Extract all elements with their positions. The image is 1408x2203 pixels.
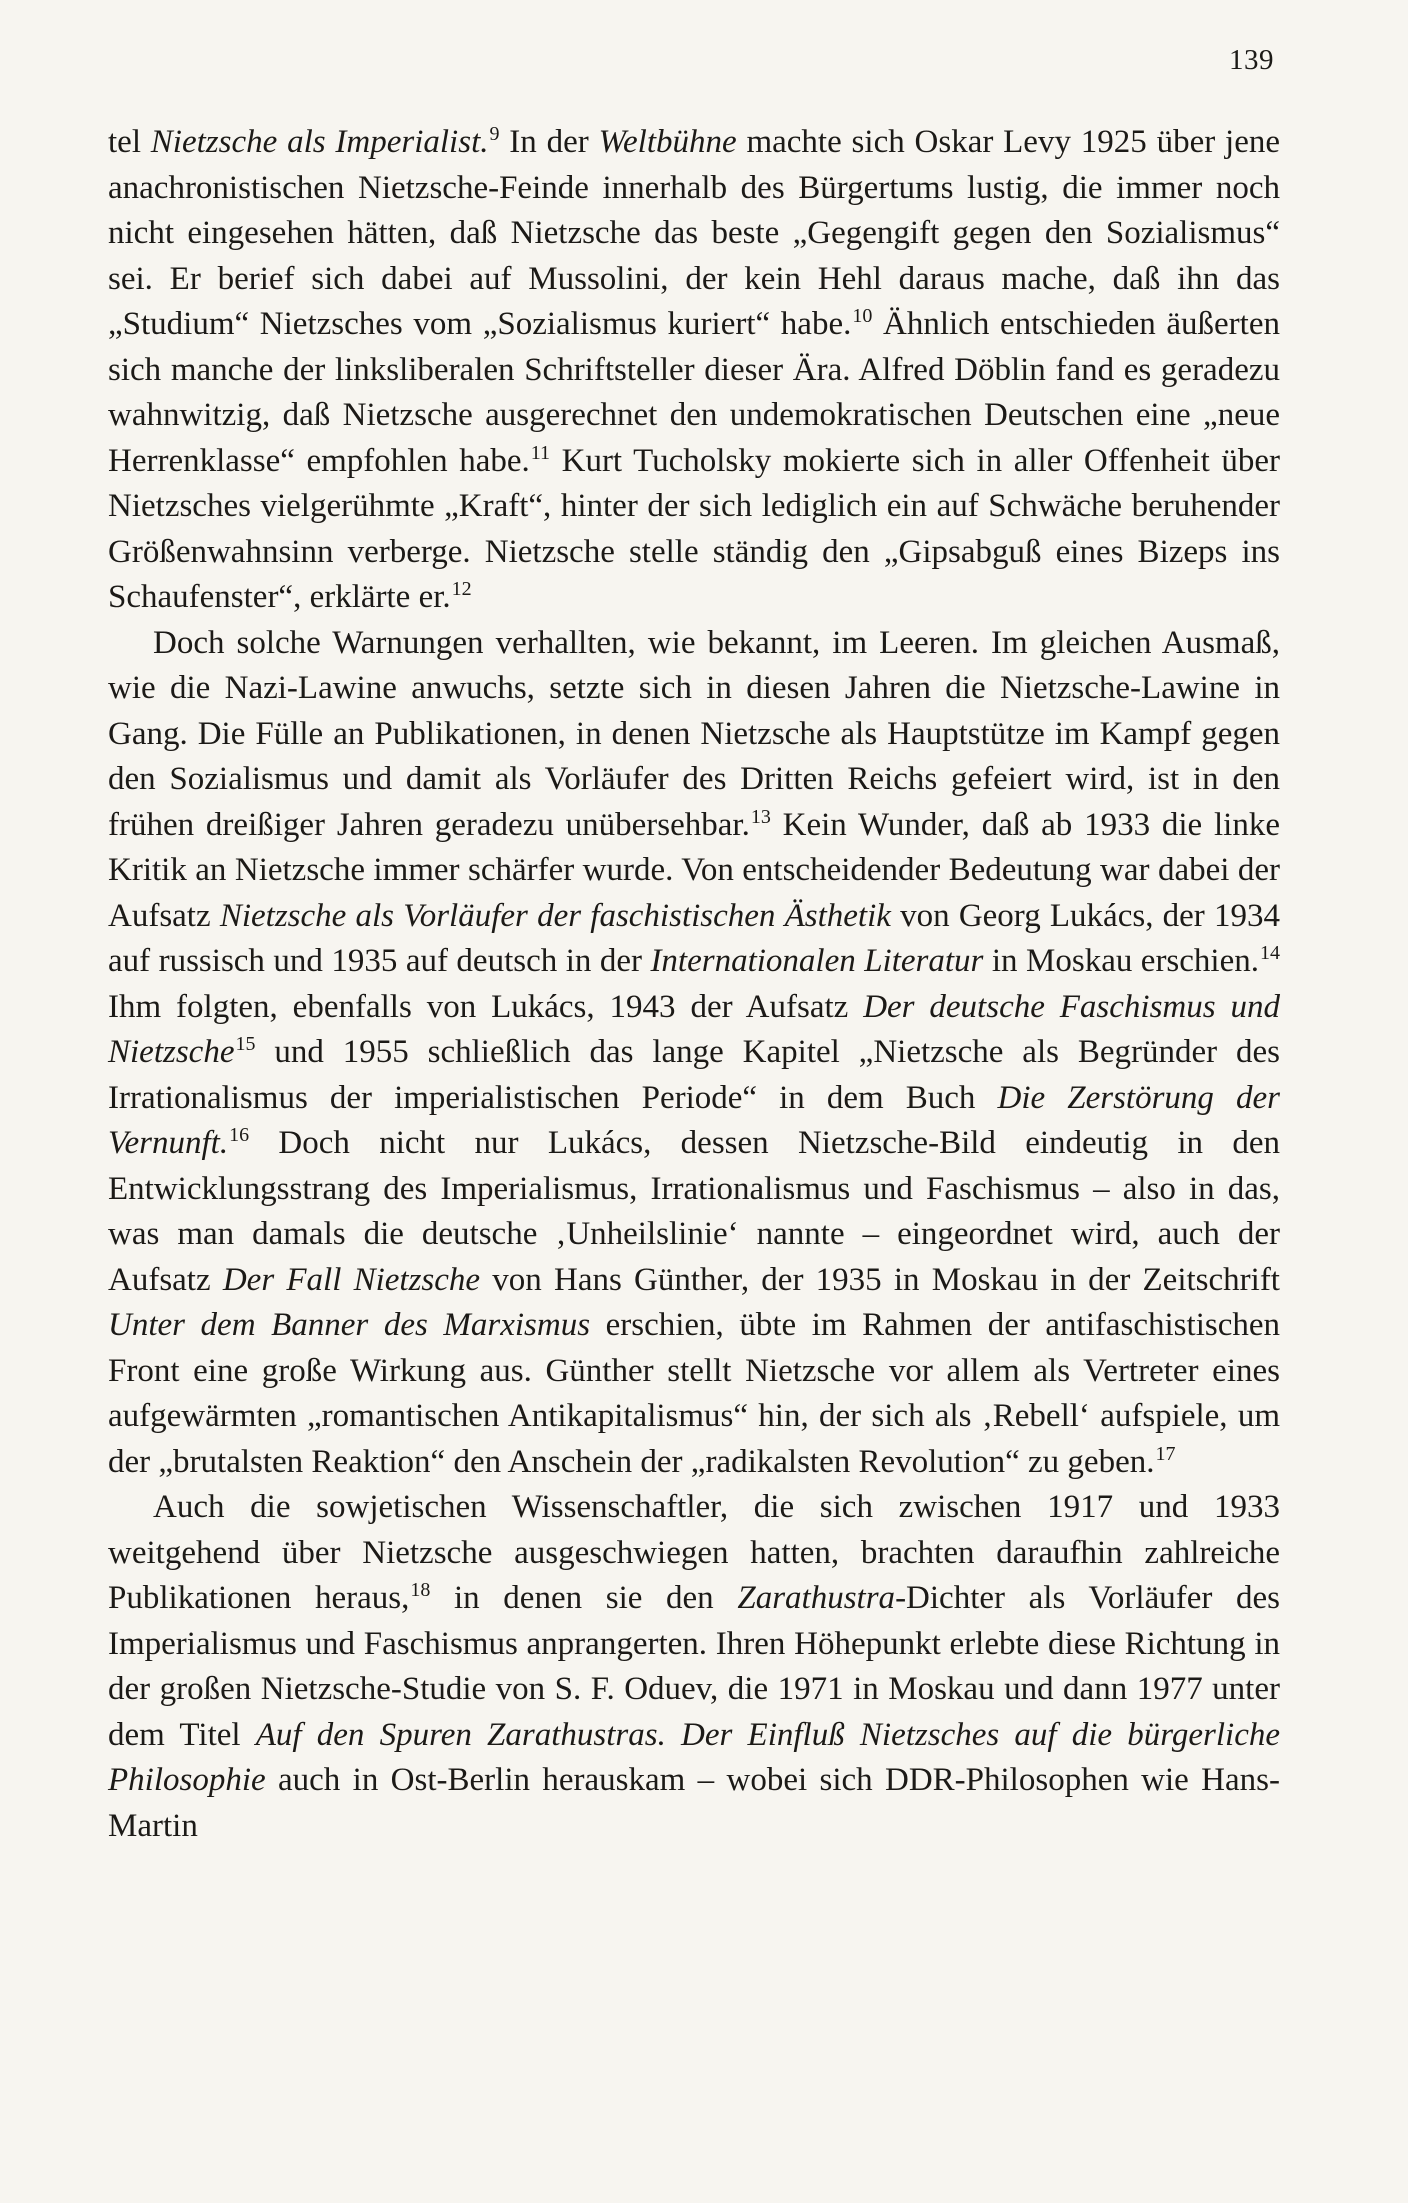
text-run: von Georg Lukács, der 1934 auf russisch und 1935 auf deutsch in der <box>108 897 1280 979</box>
text-run: Doch solche Warnungen verhallten, wie bekannt, im Leeren. Im gleichen Ausmaß, wie die Nazi-Lawine anwuchs, setzte sich in diesen Jahren die Nietzsche-Lawine in Gang. Die Fülle an Publikationen, in denen Nietzsche als Hauptstütze im Kampf gegen den Sozialismus und damit als Vorläufer des Dritten Reichs gefeiert wird, ist in den frühen dreißiger Jahren geradezu unübersehbar. <box>108 624 1280 843</box>
text-run: Doch nicht nur Lukács, dessen Nietzsche-Bild eindeutig in den Entwicklungsstrang des Imperialismus, Irrationalismus und Faschismus – also in das, was man damals die deutsche ‚Unheilslinie‘ nannte – eingeordnet wird, auch der Aufsatz <box>108 1125 1280 1298</box>
text-run: auch in Ost-Berlin herauskam – wobei sich DDR-Philosophen wie Hans-Martin <box>108 1762 1280 1844</box>
italic-title: Die Zerstörung der Vernunft. <box>108 1079 1280 1161</box>
text-run: Kurt Tucholsky mokierte sich in aller Offenheit über Nietzsches vielgerühmte „Kraft“, hinter der sich lediglich ein auf Schwäche beruhender Größenwahnsinn verberge. Nietzsche stelle ständig den „Gipsabguß eines Bizeps ins Schaufenster“, erklärte er. <box>108 442 1281 615</box>
footnote-marker: 15 <box>235 1033 256 1055</box>
footnote-marker: 13 <box>750 805 771 828</box>
italic-title: Weltbühne <box>598 124 737 160</box>
text-run: -Dichter als Vorläufer des Imperialismus und Faschismus anprangerten. Ihren Höhepunkt erlebte diese Richtung in der großen Nietzsche-Studie von S. F. Oduev, die 1971 in Moskau und dann 1977 unter dem Titel <box>108 1580 1280 1753</box>
italic-title: Nietzsche als Imperialist. <box>150 124 489 160</box>
footnote-marker: 11 <box>530 441 551 464</box>
italic-title: Der deutsche Faschismus und Nietzsche <box>108 988 1280 1070</box>
footnote-marker: 18 <box>410 1579 431 1601</box>
paragraph <box>108 120 1280 621</box>
body-text <box>108 120 1280 1849</box>
italic-title: Auf den Spuren Zarathustras. Der Einfluß Nietzsches auf die bürgerliche Philosophie <box>108 1716 1280 1798</box>
italic-title: Internationalen Literatur <box>650 943 984 979</box>
paragraph <box>108 1485 1280 1849</box>
text-run: Kein Wunder, daß ab 1933 die linke Kritik an Nietzsche immer schärfer wurde. Von entscheidender Bedeutung war dabei der Aufsatz <box>108 806 1280 934</box>
footnote-marker: 16 <box>229 1124 250 1146</box>
footnote-marker: 9 <box>489 123 500 145</box>
footnote-marker: 12 <box>451 578 472 600</box>
text-run: Ihm folgten, ebenfalls von Lukács, 1943 der Aufsatz <box>108 988 864 1025</box>
italic-title: Nietzsche als Vorläufer der faschistischen Ästhetik <box>219 897 891 934</box>
text-run: in denen sie den <box>430 1580 738 1616</box>
italic-title: Der Fall Nietzsche <box>222 1261 481 1298</box>
text-run: von Hans Günther, der 1935 in Moskau in der Zeitschrift <box>480 1261 1280 1298</box>
text-run: in Moskau erschien. <box>983 943 1259 979</box>
text-run: Ähnlich entschieden äußerten sich manche der linksliberalen Schriftsteller dieser Ära. Alfred Döblin fand es geradezu wahnwitzig, daß Nietzsche ausgerechnet den undemokratischen Deutschen eine „neue Herrenklasse“ empfohlen habe. <box>108 306 1280 479</box>
text-run: und 1955 schließlich das lange Kapitel „Nietzsche als Begründer des Irrationalismus der imperialistischen Periode“ in dem Buch <box>108 1034 1280 1116</box>
italic-title: Unter dem Banner des Marxismus <box>108 1307 591 1343</box>
footnote-marker: 10 <box>852 305 873 327</box>
paragraph <box>108 621 1280 1486</box>
text-run: erschien, übte im Rahmen der antifaschistischen Front eine große Wirkung aus. Günther stellt Nietzsche vor allem als Vertreter eines aufgewärmten „romantischen Antikapitalismus“ hin, der sich als ‚Rebell‘ aufspiele, um der „brutalsten Reaktion“ den Anschein der „radikalsten Revolution“ zu geben. <box>108 1307 1280 1480</box>
italic-title: Zarathustra <box>737 1580 896 1616</box>
text-run: tel <box>108 124 151 160</box>
footnote-marker: 17 <box>1155 1442 1176 1465</box>
text-run: In der <box>499 124 599 160</box>
text-run: machte sich Oskar Levy 1925 über jene anachronistischen Nietzsche-Feinde innerhalb des Bürgertums lustig, die immer noch nicht eingesehen hätten, daß Nietzsche das beste „Gegengift gegen den Sozialismus“ sei. Er berief sich dabei auf Mussolini, der kein Hehl daraus mache, daß ihn das „Studium“ Nietzsches vom „Sozialismus kuriert“ habe. <box>108 124 1280 342</box>
page-number: 139 <box>1229 44 1274 76</box>
text-run: Auch die sowjetischen Wissenschaftler, die sich zwischen 1917 und 1933 weitgehend über Nietzsche ausgeschwiegen hatten, brachten daraufhin zahlreiche Publikationen heraus, <box>108 1489 1280 1616</box>
footnote-marker: 14 <box>1260 942 1280 964</box>
